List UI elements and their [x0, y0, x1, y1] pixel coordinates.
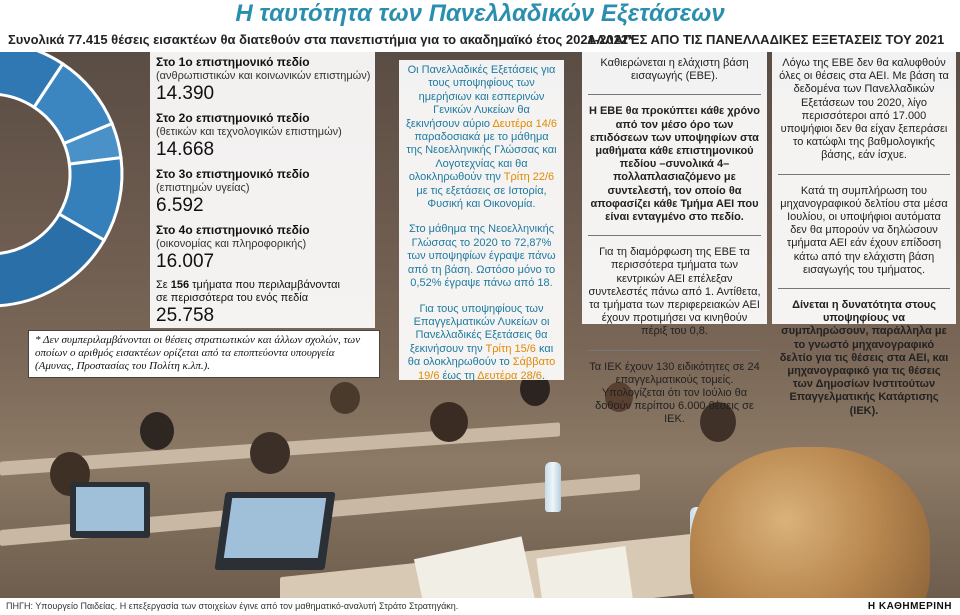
field-4-value: 16.007 — [156, 251, 215, 272]
multi-departments-count: 156 — [170, 279, 190, 291]
field-3-name: Στο 3ο επιστημονικό πεδίο — [156, 167, 310, 181]
changes-column-2 — [772, 52, 956, 417]
donut-chart — [0, 52, 150, 312]
field-multi-value: 25.758 — [156, 305, 215, 326]
field-3 — [156, 167, 310, 217]
changes-column-1 — [582, 52, 767, 426]
field-1-value: 14.390 — [156, 83, 215, 104]
field-3-value: 6.592 — [156, 195, 204, 216]
field-1-name: Στο 1ο επιστημονικό πεδίο — [156, 55, 310, 69]
change-item: Τα ΙΕΚ έχουν 130 ειδικότητες σε 24 επαγγελματικούς τομείς. Υπολογίζεται ότι τον Ιούλιο θα δοθούν περίπου 6.000 θέσεις σε ΙΕΚ. — [589, 360, 760, 426]
change-item: Δίνεται η δυνατότητα στους υποψηφίους να συμπληρώσουν, παράλληλα με το γνωστό μηχανογραφικό δελτίο για τις θέσεις στα ΑΕΙ, και μηχανογραφικό για τις θέσεις των Δημοσίων Ινστιτούτων Επαγγελματικής Κατάρτισης (ΙΕΚ). — [779, 299, 949, 417]
field-2-name: Στο 2ο επιστημονικό πεδίο — [156, 111, 310, 125]
divider — [588, 94, 761, 95]
change-item: Καθιερώνεται η ελάχιστη βάση εισαγωγής (ΕΒΕ). — [600, 57, 749, 83]
field-multi-line2: σε περισσότερα του ενός πεδία — [156, 292, 309, 304]
page-title: Η ταυτότητα των Πανελλαδικών Εξετάσεων — [235, 0, 725, 27]
date-end-general: Τρίτη 22/6 — [503, 171, 555, 184]
change-item: Για τη διαμόρφωση της ΕΒΕ τα περισσότερα τμήματα των κεντρικών ΑΕΙ επέλεξαν συντελεστές πάνω από 1. Αντίθετα, τα τμήματα των περιφερειακών ΑΕΙ έχουν προτιμήσει να κινηθούν πέριξ του 0,8. — [588, 246, 761, 338]
field-1 — [156, 55, 370, 105]
field-4-name: Στο 4ο επιστημονικό πεδίο — [156, 223, 310, 237]
field-3-desc: (επιστημών υγείας) — [156, 182, 250, 194]
change-item: Κατά τη συμπλήρωση του μηχανογραφικού δελτίου στα μέσα Ιουλίου, οι υποψήφιοι αυτόματα δεν θα μπορούν να δηλώσουν τμήματα ΑΕΙ εάν έχουν επίδοση κάτω από την ελάχιστη βάση εισαγωγής του τμήματος. — [780, 184, 948, 276]
publisher-logo: Η ΚΑΘΗΜΕΡΙΝΗ — [867, 601, 952, 612]
change-item: Η ΕΒΕ θα προκύπτει κάθε χρόνο από τον μέσο όρο των επιδόσεων των υποψηφίων στα μαθήματα κάθε επιστημονικού πεδίου –συνολικά 4– πολλαπλασιαζόμενο με συντελεστή, τον οποίο θα αποφασίζει κάθε Τμήμα ΑΕΙ που είναι ενταγμένο στο πεδίο. — [588, 105, 761, 224]
date-end-vocational: Δευτέρα 28/6 — [477, 369, 542, 382]
date-mid-vocational: Σάββατο 19/6 — [418, 356, 556, 382]
exam-dates-column — [399, 60, 564, 380]
date-start-vocational: Τρίτη 15/6 — [485, 342, 536, 355]
chart-subtitle: Συνολικά 77.415 θέσεις εισακτέων θα διατεθούν στα πανεπιστήμια για το ακαδημαϊκό έτος 2021-2022* — [8, 32, 634, 47]
date-start-general: Δευτέρα 14/6 — [492, 117, 558, 130]
changes-title: ΑΛΛΑΓΕΣ ΑΠΟ ΤΙΣ ΠΑΝΕΛΛΑΔΙΚΕΣ ΕΞΕΤΑΣΕΙΣ ΤΟΥ 2021 — [587, 32, 945, 47]
field-2 — [156, 111, 342, 161]
source-credit: ΠΗΓΗ: Υπουργείο Παιδείας. Η επεξεργασία των στοιχείων έγινε από τον μαθηματικό-αναλυτή Στράτο Στρατηγάκη. — [0, 598, 960, 615]
field-4-desc: (οικονομίας και πληροφορικής) — [156, 238, 307, 250]
divider — [778, 288, 950, 289]
exam-dates-vocational: Για τους υποψηφίους των Επαγγελματικών Λυκείων οι Πανελλαδικές Εξετάσεις θα ξεκινήσουν την Τρίτη 15/6 και θα ολοκληρωθούν το Σάββατο 19/6 έως τη Δευτέρα 28/6. — [407, 302, 556, 382]
divider — [588, 350, 761, 351]
field-2-desc: (θετικών και τεχνολογικών επιστημών) — [156, 126, 342, 138]
divider — [778, 174, 950, 175]
field-1-desc: (ανθρωπιστικών και κοινωνικών επιστημών) — [156, 70, 371, 82]
field-4 — [156, 223, 310, 273]
field-multi — [156, 278, 340, 327]
change-item: Λόγω της ΕΒΕ δεν θα καλυφθούν όλες οι θέσεις στα ΑΕΙ. Με βάση τα δεδομένα των Πανελλαδικών Εξετάσεων του 2020, λίγο περισσότεροι από 17.000 υποψήφιοι δεν θα είχαν ξεπεράσει το κατώφλι της βαθμολογικής βάσης, εάν ίσχυε. — [779, 57, 949, 162]
language-stats: Στο μάθημα της Νεοελληνικής Γλώσσας το 2020 το 72,87% των υποψηφίων έγραψε πάνω από τη βάση. Ωστόσο μόνο το 0,52% έγραψε πάνω από 18. — [407, 223, 556, 290]
footnote-box: * Δεν συμπεριλαμβάνονται οι θέσεις στρατιωτικών και άλλων σχολών, των οποίων ο αριθμός εισακτέων ορίζεται από τα εποπτεύοντα υπουργεία (Αμυνας, Προστασίας του Πολίτη κ.λπ.). — [28, 330, 380, 378]
field-multi-line1: Σε 156 τμήματα που περιλαμβάνονται — [156, 279, 340, 291]
divider — [588, 235, 761, 236]
exam-dates-general: Οι Πανελλαδικές Εξετάσεις για τους υποψηφίους των ημερήσιων και εσπερινών Γενικών Λυκείων θα ξεκινήσουν αύριο Δευτέρα 14/6 παραδοσιακά με το μάθημα της Νεοελληνικής Γλώσσας και Λογοτεχνίας και θα ολοκληρωθούν την Τρίτη 22/6 με τις εξετάσεις σε Ιστορία, Φυσική και Οικονομία. — [405, 64, 558, 211]
field-2-value: 14.668 — [156, 139, 215, 160]
